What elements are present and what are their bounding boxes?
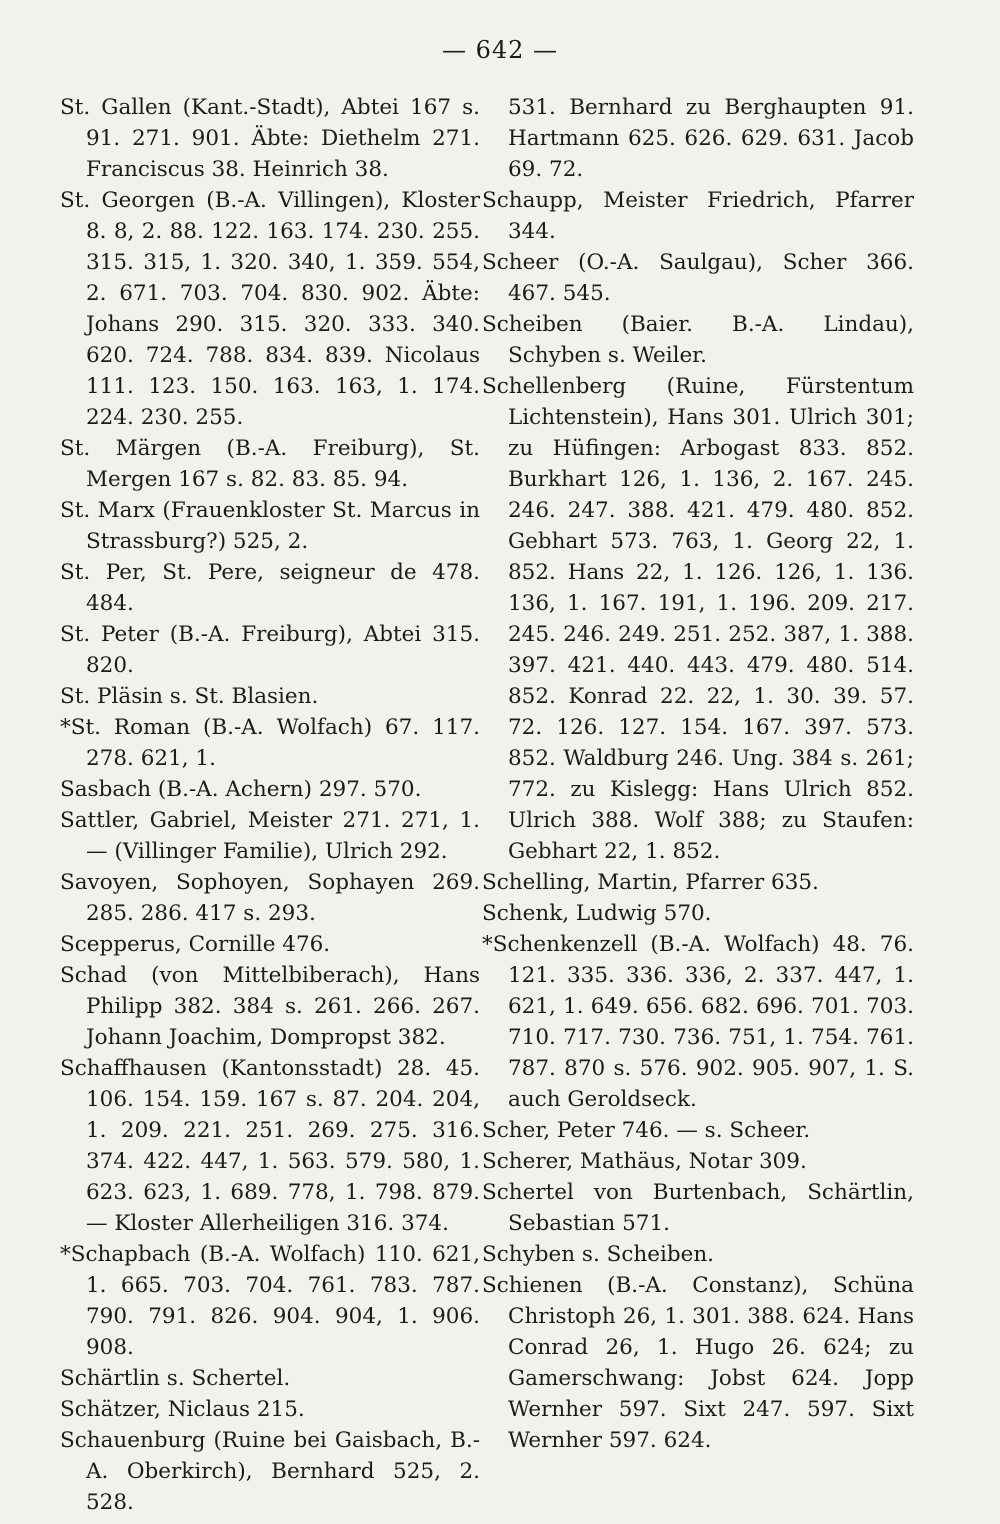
index-entry: *St. Roman (B.-A. Wolfach) 67. 117. 278. 621, 1. bbox=[60, 715, 480, 771]
index-entry: St. Märgen (B.-A. Freiburg), St. Mergen 167 s. 82. 83. 85. 94. bbox=[60, 436, 480, 492]
index-entry: St. Georgen (B.-A. Villingen), Kloster 8. 8, 2. 88. 122. 163. 174. 230. 255. 315. 315, 1. 320. 340, 1. 359. 554, 2. 671. 703. 704. 830. 902. Äbte: Johans 290. 315. 320. 333. 340. 620. 724. 788. 834. 839. Nicolaus 111. 123. 150. 163. 163, 1. 174. 224. 230. 255. bbox=[60, 188, 480, 430]
index-entry: Scherer, Mathäus, Notar 309. bbox=[482, 1149, 807, 1174]
index-entry: St. Pläsin s. St. Blasien. bbox=[60, 684, 319, 709]
index-entry: Savoyen, Sophoyen, Sophayen 269. 285. 286. 417 s. 293. bbox=[60, 870, 480, 926]
index-entry: Schauenburg (Ruine bei Gaisbach, B.-A. Oberkirch), Bernhard 525, 2. 528. bbox=[60, 1428, 480, 1515]
index-entry: Scheiben (Baier. B.-A. Lindau), Schyben s. Weiler. bbox=[482, 312, 914, 368]
index-entry: Sasbach (B.-A. Achern) 297. 570. bbox=[60, 777, 422, 802]
index-entry-continuation: 531. Bernhard zu Berghaupten 91. Hartmann 625. 626. 629. 631. Jacob 69. 72. bbox=[508, 95, 914, 182]
index-entry: Scheer (O.-A. Saulgau), Scher 366. 467. 545. bbox=[482, 250, 914, 306]
index-entry: St. Per, St. Pere, seigneur de 478. 484. bbox=[60, 560, 480, 616]
index-entry: Schelling, Martin, Pfarrer 635. bbox=[482, 870, 819, 895]
index-entry: Schyben s. Scheiben. bbox=[482, 1242, 715, 1267]
index-entry: Schertel von Burtenbach, Schärtlin, Sebastian 571. bbox=[482, 1180, 914, 1236]
index-column-left bbox=[60, 92, 480, 1518]
index-entry: St. Marx (Frauenkloster St. Marcus in Strassburg?) 525, 2. bbox=[60, 498, 480, 554]
index-entry: Scepperus, Cornille 476. bbox=[60, 932, 331, 957]
index-entry: Schaupp, Meister Friedrich, Pfarrer 344. bbox=[482, 188, 914, 244]
index-entry: Scher, Peter 746. — s. Scheer. bbox=[482, 1118, 811, 1143]
index-entry: Schätzer, Niclaus 215. bbox=[60, 1397, 305, 1422]
index-entry: St. Gallen (Kant.-Stadt), Abtei 167 s. 91. 271. 901. Äbte: Diethelm 271. Franciscus 38. Heinrich 38. bbox=[60, 95, 480, 182]
index-entry: St. Peter (B.-A. Freiburg), Abtei 315. 820. bbox=[60, 622, 480, 678]
index-entry: Schellenberg (Ruine, Fürstentum Lichtenstein), Hans 301. Ulrich 301; zu Hüfingen: Arbogast 833. 852. Burkhart 126, 1. 136, 2. 167. 245. 246. 247. 388. 421. 479. 480. 852. Gebhart 573. 763, 1. Georg 22, 1. 852. Hans 22, 1. 126. 126, 1. 136. 136, 1. 167. 191, 1. 196. 209. 217. 245. 246. 249. 251. 252. 387, 1. 388. 397. 421. 440. 443. 479. 480. 514. 852. Konrad 22. 22, 1. 30. 39. 57. 72. 126. 127. 154. 167. 397. 573. 852. Waldburg 246. Ung. 384 s. 261; 772. zu Kislegg: Hans Ulrich 852. Ulrich 388. Wolf 388; zu Staufen: Gebhart 22, 1. 852. bbox=[482, 374, 914, 864]
index-entry: Schienen (B.-A. Constanz), Schüna Christoph 26, 1. 301. 388. 624. Hans Conrad 26, 1. Hugo 26. 624; zu Gamerschwang: Jobst 624. Jopp Wernher 597. Sixt 247. 597. Sixt Wernher 597. 624. bbox=[482, 1273, 914, 1453]
index-entry: *Schapbach (B.-A. Wolfach) 110. 621, 1. 665. 703. 704. 761. 783. 787. 790. 791. 826. 904. 904, 1. 906. 908. bbox=[60, 1242, 480, 1360]
index-entry: Schad (von Mittelbiberach), Hans Philipp 382. 384 s. 261. 266. 267. Johann Joachim, Dompropst 382. bbox=[60, 963, 480, 1050]
index-entry: *Schenkenzell (B.-A. Wolfach) 48. 76. 121. 335. 336. 336, 2. 337. 447, 1. 621, 1. 649. 656. 682. 696. 701. 703. 710. 717. 730. 736. 751, 1. 754. 761. 787. 870 s. 576. 902. 905. 907, 1. S. auch Geroldseck. bbox=[482, 932, 914, 1112]
index-entry: Schenk, Ludwig 570. bbox=[482, 901, 712, 926]
index-column-right bbox=[482, 92, 914, 1456]
page-number: — 642 — bbox=[441, 36, 559, 64]
index-entry: Schaffhausen (Kantonsstadt) 28. 45. 106. 154. 159. 167 s. 87. 204. 204, 1. 209. 221. 251. 269. 275. 316. 374. 422. 447, 1. 563. 579. 580, 1. 623. 623, 1. 689. 778, 1. 798. 879. — Kloster Allerheiligen 316. 374. bbox=[60, 1056, 480, 1236]
index-entry: Sattler, Gabriel, Meister 271. 271, 1. — (Villinger Familie), Ulrich 292. bbox=[60, 808, 480, 864]
index-entry: Schärtlin s. Schertel. bbox=[60, 1366, 291, 1391]
